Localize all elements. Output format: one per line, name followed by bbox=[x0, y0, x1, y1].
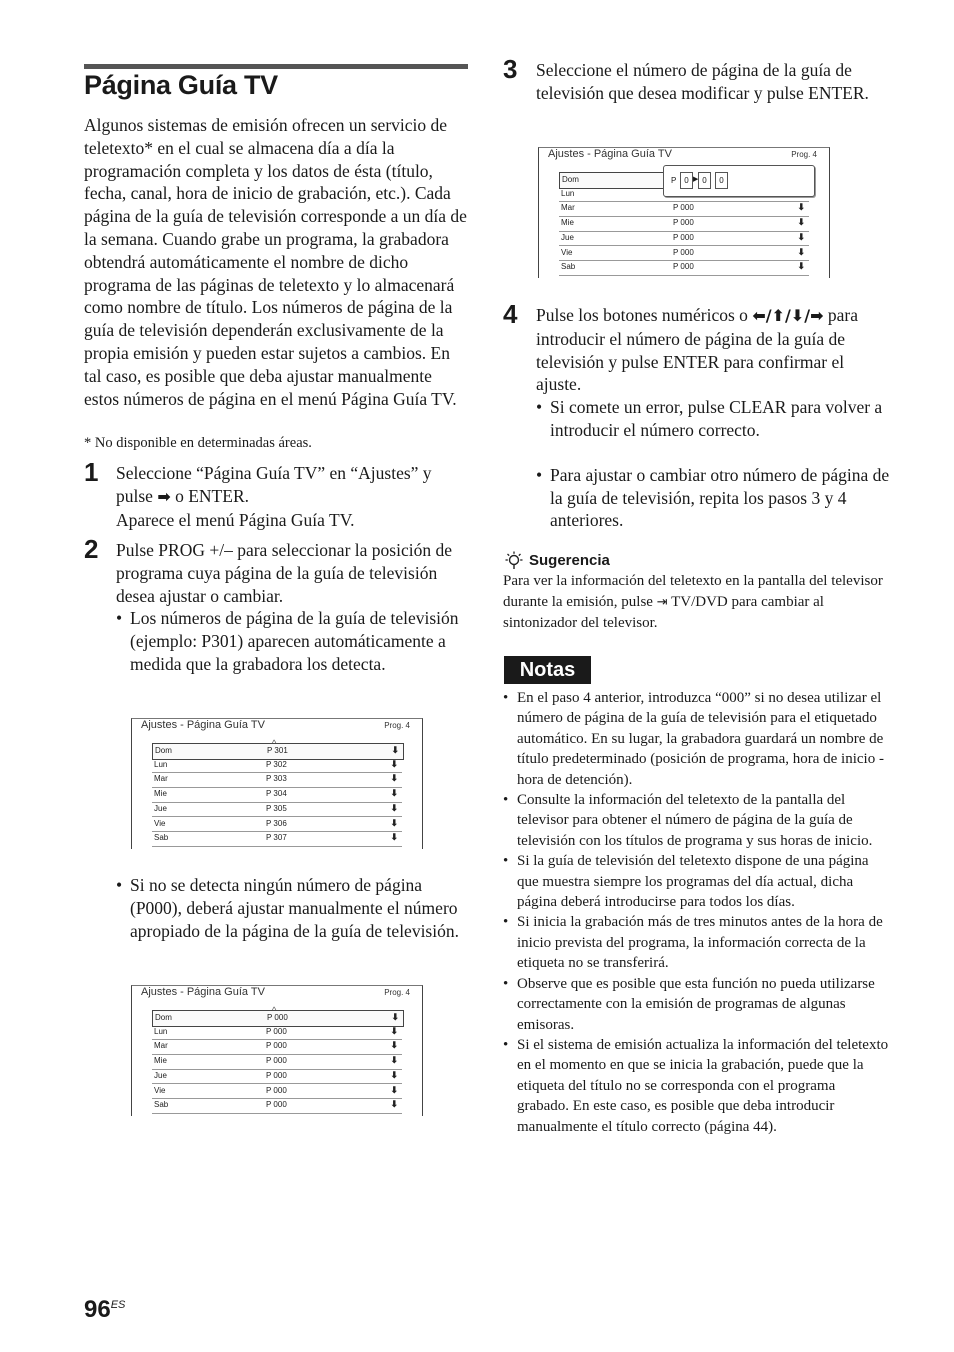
cursor-pointer-icon: ▶ bbox=[693, 176, 699, 183]
step-4-bullet-2 bbox=[536, 464, 891, 532]
guide-row[interactable] bbox=[152, 1054, 402, 1070]
step-2-text bbox=[116, 539, 471, 676]
down-arrow-icon: ⬇ bbox=[390, 832, 398, 843]
guide-row[interactable] bbox=[152, 787, 402, 803]
down-arrow-icon: ⬇ bbox=[390, 758, 398, 769]
page-value: P 000 bbox=[673, 218, 694, 228]
down-arrow-icon: ⬇ bbox=[391, 1012, 399, 1022]
step-4-bullet-1 bbox=[536, 396, 891, 442]
note-text: Consulte la información del teletexto de la pantalla del televisor para obtener el número de página de la guía de televisión con los títulos de programa y sus horas de inicio. bbox=[517, 792, 873, 849]
down-arrow-icon: ⬇ bbox=[797, 217, 805, 228]
page-number-popup[interactable] bbox=[663, 165, 815, 197]
down-arrow-icon: ⬇ bbox=[797, 231, 805, 242]
down-arrow-icon: ⬇ bbox=[390, 788, 398, 799]
page-value: P 000 bbox=[673, 247, 694, 257]
step-2-number: 2 bbox=[84, 534, 99, 564]
page-value: P 303 bbox=[266, 774, 287, 784]
screen-1-title: Ajustes - Página Guía TV bbox=[141, 719, 265, 731]
guide-row[interactable] bbox=[559, 260, 809, 276]
guide-row[interactable] bbox=[559, 216, 809, 232]
day-label: Dom bbox=[155, 746, 172, 755]
guide-row[interactable] bbox=[559, 231, 809, 247]
day-label: Jue bbox=[154, 1070, 167, 1080]
sugerencia-text bbox=[503, 571, 890, 634]
day-label: Jue bbox=[154, 803, 167, 813]
step-4-text bbox=[536, 304, 891, 532]
day-label: Mie bbox=[154, 789, 167, 799]
day-label: Lun bbox=[154, 1026, 168, 1036]
down-arrow-icon: ⬇ bbox=[390, 1055, 398, 1066]
note-item bbox=[503, 851, 890, 912]
step-1-number: 1 bbox=[84, 457, 99, 487]
note-text: Si la guía de televisión del teletexto dispone de una página que muestra siempre los programas del día actual, dicha página deberá introducirse para todos los días. bbox=[517, 853, 869, 911]
bullet-dot: • bbox=[536, 397, 543, 418]
day-label: Sab bbox=[561, 262, 576, 272]
down-arrow-icon: ⬇ bbox=[390, 1084, 398, 1095]
step-4-text-a: Pulse los botones numéricos o bbox=[536, 305, 748, 325]
bullet-dot: • bbox=[116, 875, 123, 895]
down-arrow-icon: ⬇ bbox=[390, 1040, 398, 1051]
down-arrow-icon: ⬇ bbox=[797, 261, 805, 272]
page-value: P 302 bbox=[266, 759, 287, 769]
bullet-dot: • bbox=[503, 690, 509, 706]
day-label: Mie bbox=[561, 218, 574, 228]
screen-3-prog: Prog. 4 bbox=[791, 150, 817, 159]
day-label: Mie bbox=[154, 1056, 167, 1066]
down-arrow-icon: ⬇ bbox=[390, 1069, 398, 1080]
language-code: ES bbox=[110, 1299, 126, 1311]
screen-1-prog: Prog. 4 bbox=[384, 721, 410, 730]
step-1-text-c: Aparece el menú Página Guía TV. bbox=[116, 509, 355, 530]
page-value: P 304 bbox=[266, 789, 287, 799]
screen-3-menu bbox=[538, 147, 830, 278]
step-1-text bbox=[116, 462, 471, 531]
note-item bbox=[503, 974, 890, 1035]
down-arrow-icon: ⬇ bbox=[390, 773, 398, 784]
day-label: Lun bbox=[154, 759, 168, 769]
day-label: Mar bbox=[154, 774, 168, 784]
bullet-dot: • bbox=[503, 792, 509, 809]
page-value: P 306 bbox=[266, 818, 287, 828]
day-label: Sab bbox=[154, 1100, 169, 1110]
notas-badge: Notas bbox=[504, 656, 591, 684]
down-arrow-icon: ⬇ bbox=[797, 246, 805, 257]
bullet-dot: • bbox=[503, 1036, 509, 1053]
guide-row[interactable] bbox=[152, 831, 402, 847]
guide-row[interactable] bbox=[152, 1084, 402, 1100]
step-2-bullet-2-text: Si no se detecta ningún número de página (P000), deberá ajustar manualmente el número apropiado de la página de la guía de televisión. bbox=[130, 875, 459, 941]
screen-1-menu bbox=[131, 718, 423, 849]
note-item bbox=[503, 790, 890, 851]
notes-list bbox=[503, 688, 890, 1137]
note-item bbox=[503, 688, 890, 790]
step-4-main bbox=[536, 304, 891, 396]
arrow-keys-icon: ⬅/⬆/⬇/➡ bbox=[752, 306, 824, 325]
input-select-icon: ⇥ bbox=[656, 594, 668, 610]
note-text: Si inicia la grabación más de tres minutos antes de la hora de inicio prevista del programa, la información correcta de la etiqueta no se transferirá. bbox=[517, 914, 883, 972]
day-label: Vie bbox=[561, 247, 573, 257]
popup-prefix: P bbox=[671, 176, 677, 185]
sugerencia-text-a: Para ver la información del teletexto en la pantalla del televisor durante la emisión, pulse bbox=[503, 573, 883, 610]
guide-row[interactable] bbox=[152, 1039, 402, 1055]
step-1-text-b: o ENTER. bbox=[175, 485, 249, 506]
page-value: P 307 bbox=[266, 833, 287, 843]
day-label: Lun bbox=[561, 188, 575, 198]
bullet-dot: • bbox=[536, 464, 543, 485]
page-title: Página Guía TV bbox=[84, 70, 278, 100]
step-2-bullet-1-text: Los números de página de la guía de televisión (ejemplo: P301) aparecen automáticamente a medida que la grabadora los detecta. bbox=[130, 608, 459, 674]
screen-2-prog: Prog. 4 bbox=[384, 988, 410, 997]
page-value: P 000 bbox=[266, 1100, 287, 1110]
page-value: P 000 bbox=[267, 1013, 288, 1022]
bullet-dot: • bbox=[116, 608, 123, 629]
digit-box-2[interactable]: 0 bbox=[698, 172, 711, 189]
step-2-bullet-1 bbox=[116, 607, 471, 675]
page-value: P 000 bbox=[266, 1085, 287, 1095]
page-value: P 301 bbox=[267, 746, 288, 755]
step-4-bullet-1-text: Si comete un error, pulse CLEAR para volver a introducir el número correcto. bbox=[550, 397, 883, 440]
down-arrow-icon: ⬇ bbox=[797, 202, 805, 213]
page-number bbox=[84, 1296, 125, 1324]
step-4-bullet-2-text: Para ajustar o cambiar otro número de página de la guía de televisión, repita los pasos 3 y 4 anteriores. bbox=[550, 464, 890, 531]
guide-row[interactable] bbox=[559, 201, 809, 217]
screen-3-title: Ajustes - Página Guía TV bbox=[548, 148, 672, 160]
note-item bbox=[503, 1035, 890, 1137]
note-text: Si el sistema de emisión actualiza la información del teletexto en el momento en que se inicia la grabación, puede que la etiqueta del título no se corresponda con el programa grabado. En este caso, es posible que deba introducir manualmente el título correcto (página 44). bbox=[517, 1036, 889, 1135]
step-4-number: 4 bbox=[503, 299, 518, 329]
step-3-text: Seleccione el número de página de la guía de televisión que desea modificar y pulse ENTER. bbox=[536, 60, 869, 103]
screen-2-menu bbox=[131, 985, 423, 1116]
guide-row[interactable] bbox=[152, 817, 402, 833]
page-number-value: 96 bbox=[84, 1296, 111, 1323]
page-value: P 305 bbox=[266, 803, 287, 813]
down-arrow-icon: ⬇ bbox=[390, 1025, 398, 1036]
note-text: En el paso 4 anterior, introduzca “000” si no desea utilizar el número de página de la guía de televisión para el etiquetado automático. En su lugar, la grabadora guardará un nombre de título predeterminado (posición de programa, hora de inicio - hora de detención). bbox=[517, 690, 884, 788]
intro-paragraph: Algunos sistemas de emisión ofrecen un servicio de teletexto* en el cual se almacena día a día la programación completa y los datos de ésta (título, fecha, canal, hora de inicio de grabación, etc.). Cada página de la guía de televisión corresponde a un día de la semana. Cuando grabe un programa, la grabadora obtendrá automáticamente el nombre de dicho programa de las páginas de teletexto y lo almacenará como nombre de título. Los números de página de la guía de televisión dependerán exclusivamente de la propia emisión y pueden estar sujetos a cambios. En tal caso, es posible que deba ajustar manualmente estos números de página en el menú Página Guía TV. bbox=[84, 115, 467, 409]
sugerencia-heading: Sugerencia bbox=[529, 552, 610, 569]
day-label: Dom bbox=[155, 1013, 172, 1022]
digit-box-3[interactable]: 0 bbox=[715, 172, 728, 189]
page-value: P 000 bbox=[266, 1056, 287, 1066]
step-4-text-b: para introducir el número de página de la guía de televisión y pulse ENTER para confirmar el ajuste. bbox=[536, 305, 858, 395]
guide-row[interactable] bbox=[152, 1069, 402, 1085]
bullet-dot: • bbox=[503, 914, 509, 931]
day-label: Dom bbox=[562, 175, 579, 184]
page-value: P 000 bbox=[266, 1026, 287, 1036]
day-label: Sab bbox=[154, 833, 169, 843]
guide-row[interactable] bbox=[152, 772, 402, 788]
down-arrow-icon: ⬇ bbox=[390, 817, 398, 828]
screen-2-title: Ajustes - Página Guía TV bbox=[141, 986, 265, 998]
page-value: P 000 bbox=[673, 203, 694, 213]
day-label: Mar bbox=[154, 1041, 168, 1051]
step-2-bullet-2-wrap bbox=[116, 874, 471, 942]
guide-row[interactable] bbox=[152, 1025, 402, 1041]
guide-row[interactable] bbox=[152, 802, 402, 818]
page-value: P 000 bbox=[266, 1041, 287, 1051]
down-arrow-icon: ⬇ bbox=[390, 1099, 398, 1110]
footnote: * No disponible en determinadas áreas. bbox=[84, 435, 312, 451]
day-label: Mar bbox=[561, 203, 575, 213]
day-label: Vie bbox=[154, 818, 166, 828]
page-value: P 000 bbox=[673, 262, 694, 272]
bullet-dot: • bbox=[503, 853, 509, 870]
step-3-number: 3 bbox=[503, 54, 518, 84]
bullet-dot: • bbox=[503, 975, 509, 992]
guide-row[interactable] bbox=[559, 246, 809, 262]
down-arrow-icon: ⬇ bbox=[390, 802, 398, 813]
step-2-main: Pulse PROG +/– para seleccionar la posición de programa cuya página de la guía de televisión desea ajustar o cambiar. bbox=[116, 540, 452, 606]
note-item bbox=[503, 912, 890, 973]
title-rule bbox=[84, 64, 468, 69]
day-label: Vie bbox=[154, 1085, 166, 1095]
step-1-text-a: Seleccione “Página Guía TV” en “Ajustes” y pulse bbox=[116, 463, 432, 506]
step-2-bullet-2 bbox=[116, 874, 471, 942]
page-value: P 000 bbox=[673, 232, 694, 242]
page-value: P 000 bbox=[266, 1070, 287, 1080]
guide-row[interactable] bbox=[152, 1098, 402, 1114]
day-label: Jue bbox=[561, 232, 574, 242]
down-arrow-icon: ⬇ bbox=[391, 745, 399, 755]
digit-box-1[interactable]: 0 bbox=[680, 172, 693, 189]
sugerencia-text-b: TV/DVD para cambiar al sintonizador del televisor. bbox=[503, 593, 824, 631]
note-text: Observe que es posible que esta función no pueda utilizarse correctamente con la emisión de programas de algunas emisoras. bbox=[517, 975, 875, 1033]
right-arrow-icon: ➡ bbox=[157, 486, 171, 506]
guide-row[interactable] bbox=[152, 758, 402, 774]
